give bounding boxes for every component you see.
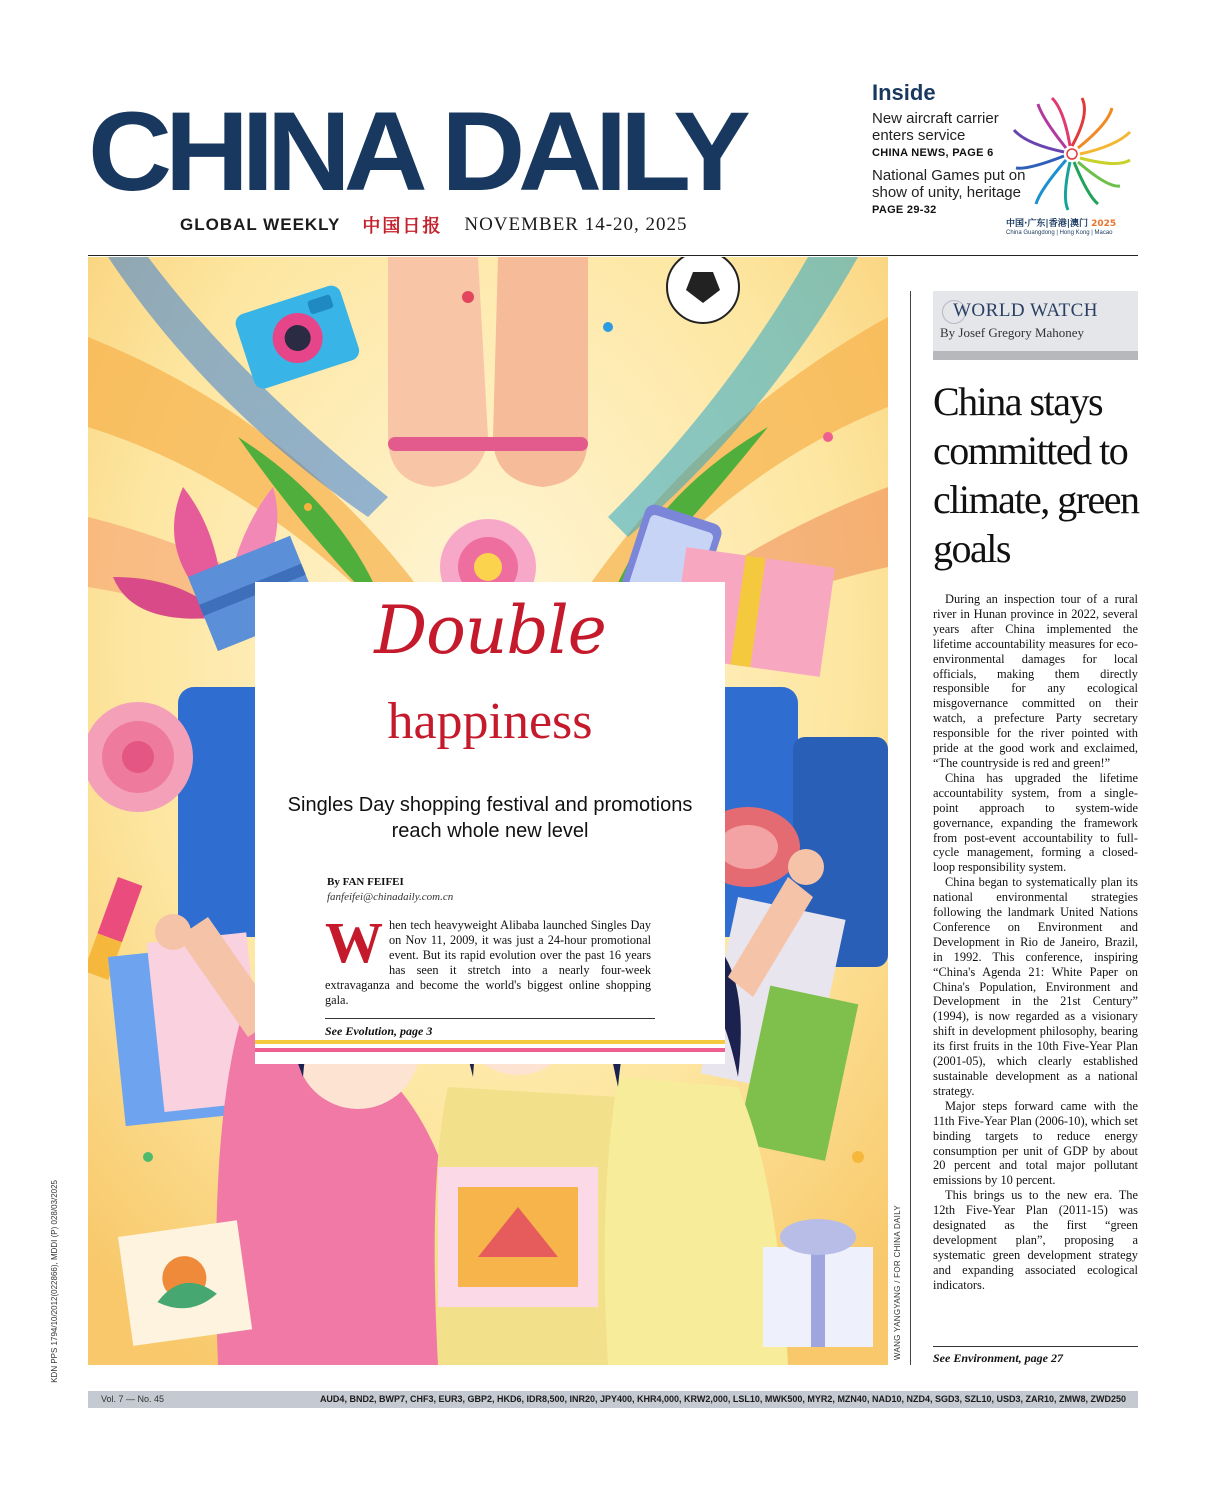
masthead-rule [88,255,1138,256]
edition-label: GLOBAL WEEKLY [180,215,341,234]
lead-headline-sub[interactable]: happiness [387,693,593,750]
column-headline[interactable]: China stays committed to climate, green goals [933,379,1139,571]
national-games-logo [1006,96,1138,241]
dropcap: W [325,910,383,975]
china-daily-logo[interactable]: CHINA DAILY [88,89,744,214]
card-stripe [255,1048,725,1052]
cover-prices: AUD4, BND2, BWP7, CHF3, EUR3, GBP2, HKD6, IDR8,500, INR20, JPY400, KHR4,000, KRW2,000, LSL10, MWK500, MYR2, MZN40, NAD10, NZD4, SGD3, SZL10, USD3, ZAR10, ZMW8, ZWD250 [319,1394,1126,1404]
issue-date: NOVEMBER 14-20, 2025 [464,214,688,235]
inside-title: Inside [872,80,936,105]
inside-headline: National Games put on show of unity, heritage [872,167,1026,201]
games-logo-subtext: China Guangdong | Hong Kong | Macao [1006,230,1113,236]
column-paragraph: During an inspection tour of a rural river in Hunan province in 2022, several years after China implemented the lifetime accountability measures for eco-environmental damages for local officials, making them directly responsible for any ecological misgovernance committed on their watch, a prefecture Party secretary responsible for the river pointed with pride at the good work and exclaimed, “The countryside is red and green!” [933,592,1138,770]
lead-story-card [255,582,725,1064]
games-logo-text: 中国·广东|香港|澳门 2025 [1006,219,1117,229]
masthead [88,89,808,246]
column-body [933,592,1138,1293]
lead-deck: Singles Day shopping festival and promotions reach whole new level [287,794,693,842]
lead-body [325,910,651,1008]
games-logo-icon [1006,96,1138,214]
lead-jump-link[interactable]: See Evolution, page 3 [325,1024,433,1038]
world-watch-header [933,291,1138,351]
column-paragraph: China began to systematically plan its national environmental strategies following the landmark United Nations Conference on Environment and Development in Rio de Janeiro, Brazil, in 1992. This conference, inspiring “China's Agenda 21: White Paper on China's Population, Environment and Development in the 21st Century” (1994), is now regarded as a visionary shift in development philosophy, bearing its first fruits in the 10th Five-Year Plan (2001-05), which clearly established sustainable development as a national strategy. [933,875,1138,1098]
volume-number: Vol. 7 — No. 45 [101,1394,165,1404]
world-watch-bar [933,351,1138,360]
illustration-credit: WANG YANGYANG / FOR CHINA DAILY [893,1205,902,1361]
world-watch-title: WORLD WATCH [953,300,1099,321]
column-divider [910,291,911,1365]
lead-headline-script[interactable]: Double [374,592,606,669]
card-stripe [255,1040,725,1044]
inside-headline: New aircraft carrier enters service [872,110,999,144]
lead-byline: By FAN FEIFEI [327,876,404,888]
column-paragraph: Major steps forward came with the 11th Five-Year Plan (2006-10), which set binding targets to reduce energy consumption per unit of GDP by about 20 percent and total major pollutant emissions by 10 percent. [933,1098,1138,1188]
lead-body-text: hen tech heavyweight Alibaba launched Singles Day on Nov 11, 2009, it was just a 24-hour promotional event. But its rapid evolution over the past 16 years has seen it stretch into a nearly four-week extravaganza and become the world's biggest online shopping gala. [325,918,651,1007]
chinese-title: 中国日报 [362,216,443,237]
inside-page-ref: PAGE 29-32 [872,204,937,216]
column-paragraph: China has upgraded the lifetime accountability system, from a single-point approach to system-wide governance, expanding the framework from post-event accountability to full-cycle management, forming a closed-loop responsibility system. [933,770,1138,875]
inside-page-ref: CHINA NEWS, PAGE 6 [872,147,994,159]
column-paragraph: This brings us to the new era. The 12th Five-Year Plan (2011-15) was designated as the first “green development plan”, proposing a systematic green development strategy and expanding associated ecological indicators. [933,1188,1138,1292]
lead-rule [325,1018,655,1019]
legal-registration: KDN PPS 1794/10/2012(022866), MDDI (P) 028/03/2025 [50,1180,59,1383]
column-jump-link[interactable]: See Environment, page 27 [933,1351,1064,1365]
price-footer [88,1391,1138,1408]
masthead-subline [180,212,688,238]
column-end-rule [933,1346,1138,1347]
lead-email[interactable]: fanfeifei@chinadaily.com.cn [327,891,454,903]
column-author: By Josef Gregory Mahoney [940,325,1085,340]
